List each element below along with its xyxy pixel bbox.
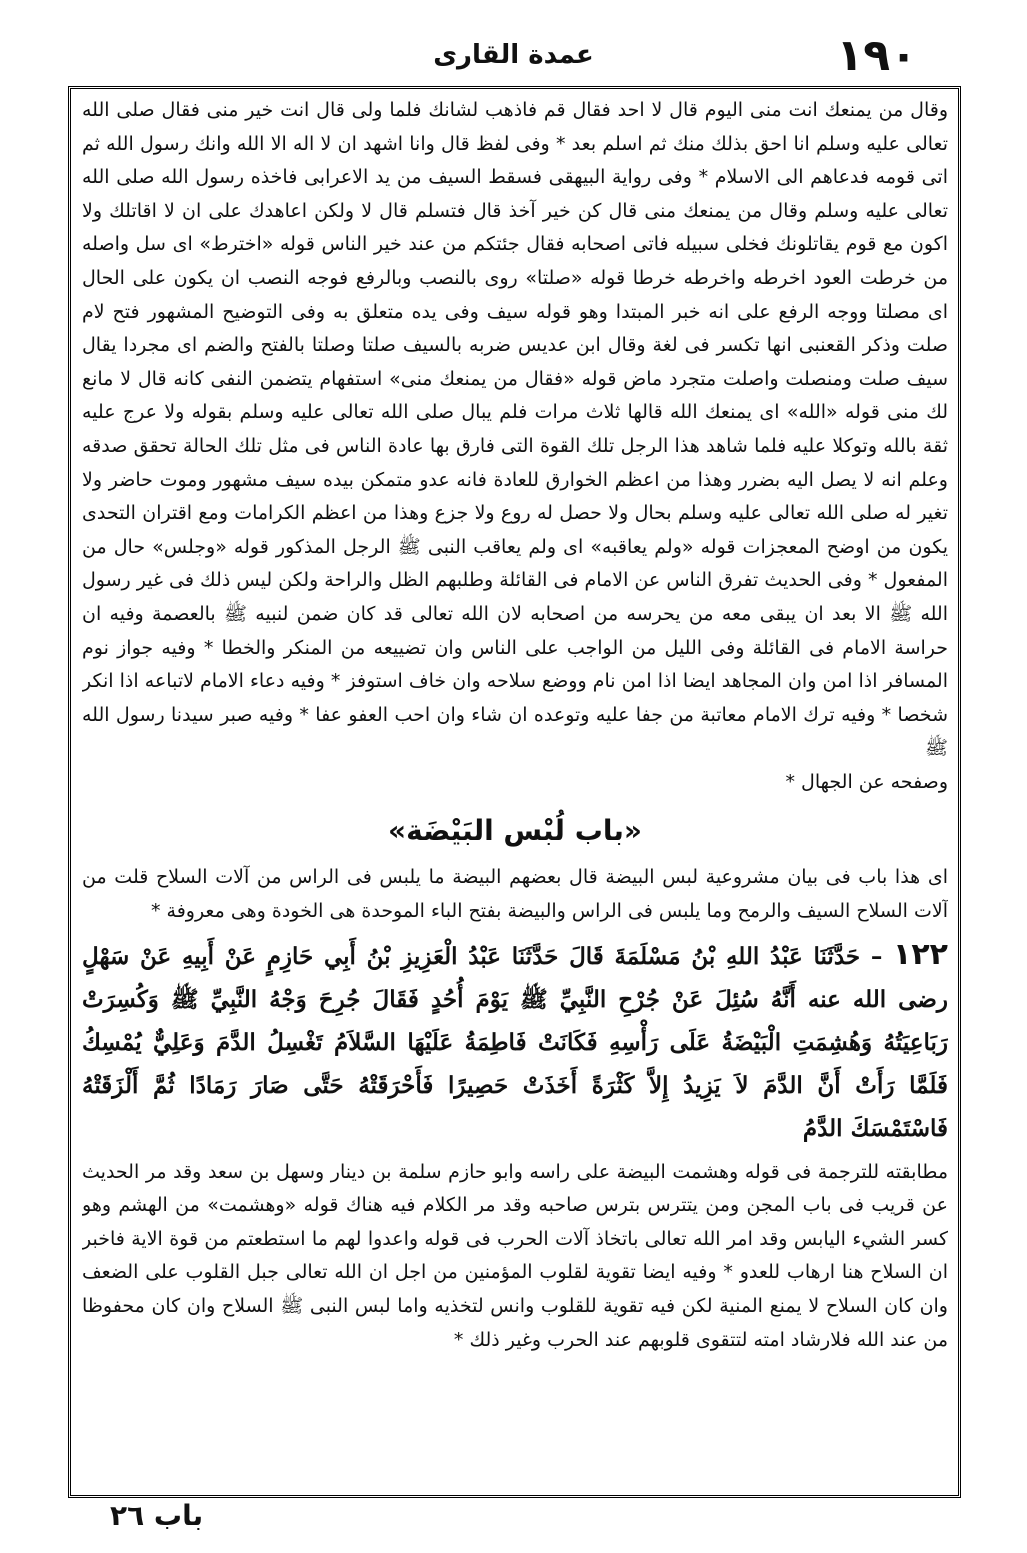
chapter-intro: اى هذا باب فى بيان مشروعية لبس البيضة قال بعضهم البيضة ما يلبس فى الراس من آلات السلاح قلت من آلات السلاح السيف والرمح وما يلبس فى الراس والبيضة بفتح الباء الموحدة هى الخودة وهى معروفة *	[82, 866, 948, 923]
page-header	[80, 28, 947, 88]
hadith-text-block	[82, 933, 948, 1150]
catchword: باب ٢٦	[110, 1499, 204, 1532]
commentary-paragraph-end: وصفحه عن الجهال *	[785, 770, 948, 793]
page-number: ۱۹۰	[836, 30, 917, 81]
hadith-text: – حَدَّثَنَا عَبْدُ اللهِ بْنُ مَسْلَمَةَ قَالَ حَدَّثَنَا عَبْدُ الْعَزِيزِ بْنُ أَبِي حَازِمٍ عَنْ أَبِيهِ عَنْ سَهْلٍ رضى الله عنه أَنَّهُ سُئِلَ عَنْ جُرْحِ النَّبِيِّ ﷺ يَوْمَ أُحُدٍ فَقَالَ جُرِحَ وَجْهُ النَّبِيِّ ﷺ وَكُسِرَتْ رَبَاعِيَتُهُ وَهُشِمَتِ الْبَيْضَةُ عَلَى رَأْسِهِ فَكَانَتْ فَاطِمَةُ عَلَيْهَا السَّلاَمُ تَغْسِلُ الدَّمَ وَعَلِيٌّ يُمْسِكُ فَلَمَّا رَأَتْ أَنَّ الدَّمَ لاَ يَزِيدُ إِلاَّ كَثْرَةً أَخَذَتْ حَصِيرًا فَأَحْرَقَتْهُ حَتَّى صَارَ رَمَادًا ثُمَّ أَلْزَقَتْهُ فَاسْتَمْسَكَ الدَّمُ	[82, 942, 948, 1142]
chapter-title: «باب لُبْس البَيْضَة»	[388, 814, 642, 848]
hadith-number: ١٢٢	[893, 936, 948, 972]
running-title: عمدة القارى	[433, 40, 594, 70]
commentary-paragraph: وقال من يمنعك انت منى اليوم قال لا احد فقال قم فاذهب لشانك فلما ولى قال انت خير منى فقال صلى الله تعالى عليه وسلم انا احق بذلك منك ثم اسلم بعد * وفى لفظ قال وانا اشهد ان لا اله الا الله وانك رسول الله ثم اتى قومه فدعاهم الى الاسلام * وفى رواية البيهقى فسقط السيف من يد الاعرابى فاخذه رسول الله صلى الله تعالى عليه وسلم وقال من يمنعك منى قال كن خير آخذ قال فتسلم قال لا ولكن اعاهدك على ان لا اقاتلك ولا اكون مع قوم يقاتلونك فخلى سبيله فاتى اصحابه فقال جئتكم من عند خير الناس قوله «اخترط» اى سل واصله من خرطت العود اخرطه واخرطه خرطا قوله «صلتا» روى بالنصب وبالرفع فوجه النصب ان يكون على الحال اى مصلتا ووجه الرفع على انه خبر المبتدا وهو قوله سيف وفى يده متعلق به وفى التوضيح المشهور فتح لام صلت وذكر القعنبى انها تكسر فى لغة وقال ابن عديس ضربه بالسيف صلتا وصلتا بالفتح والضم اى مجردا يقال سيف صلت ومنصلت واصلت متجرد ماض قوله «فقال من يمنعك منى» استفهام يتضمن النفى كانه قال لا مانع لك منى قوله «الله» اى يمنعك الله قالها ثلاث مرات فلم يبال صلى الله تعالى عليه وسلم بقوله ولا عرج عليه ثقة بالله وتوكلا عليه فلما شاهد هذا الرجل تلك القوة التى فارق بها عادة الناس فى مثل تلك الحالة تحقق صدقه وعلم انه لا يصل اليه بضرر وهذا من اعظم الخوارق للعادة فانه عدو متمكن بيده سيف مشهور وموت حاضر ولا تغير له صلى الله تعالى عليه وسلم بحال ولا حصل له روع ولا جزع وهذا من اعظم الكرامات ومع اقتران التحدى يكون من اوضح المعجزات قوله «ولم يعاقبه» اى ولم يعاقب النبى ﷺ الرجل المذكور قوله «وجلس» حال من المفعول * وفى الحديث تفرق الناس عن الامام فى القائلة وطلبهم الظل والراحة ولكن ليس ذلك فى غير رسول الله ﷺ الا بعد ان يبقى معه من يحرسه من اصحابه لان الله تعالى قد كان ضمن لنبيه ﷺ بالعصمة وفيه ان حراسة الامام فى القائلة وفى الليل من الواجب على الناس وان تضييعه من المنكر والخطا * وفيه جواز نوم المسافر اذا امن وان المجاهد ايضا اذا امن نام ووضع سلاحه وان خاف استوفز * وفيه دعاء الامام لاتباعه اذا انكر شخصا * وفيه ترك الامام معاتبة من جفا عليه وتوعده ان شاء وان احب العفو عفا * وفيه صبر سيدنا رسول الله ﷺ	[82, 99, 948, 760]
page-body	[82, 94, 948, 1490]
commentary-paragraph: مطابقته للترجمة فى قوله وهشمت البيضة على راسه وابو حازم سلمة بن دينار وسهل بن سعد وقد مر الحديث عن قريب فى باب المجن ومن يتترس بترس صاحبه وقد مر الكلام فيه هناك قوله «وهشمت» من الهشم وهو كسر الشيء اليابس وقد امر الله تعالى باتخاذ آلات الحرب فى قوله واعدوا لهم ما استطعتم من قوة الاية فاخبر ان السلاح هنا ارهاب للعدو * وفيه ايضا تقوية لقلوب المؤمنين من اجل ان الله تعالى جبل القلوب على الضعف وان كان السلاح لا يمنع المنية لكن فيه تقوية للقلوب وانس لتخذيه واما لبس النبى ﷺ السلاح وان كان محفوظا من عند الله فلارشاد امته لتتقوى قلوبهم عند الحرب وغير ذلك *	[82, 1160, 948, 1351]
